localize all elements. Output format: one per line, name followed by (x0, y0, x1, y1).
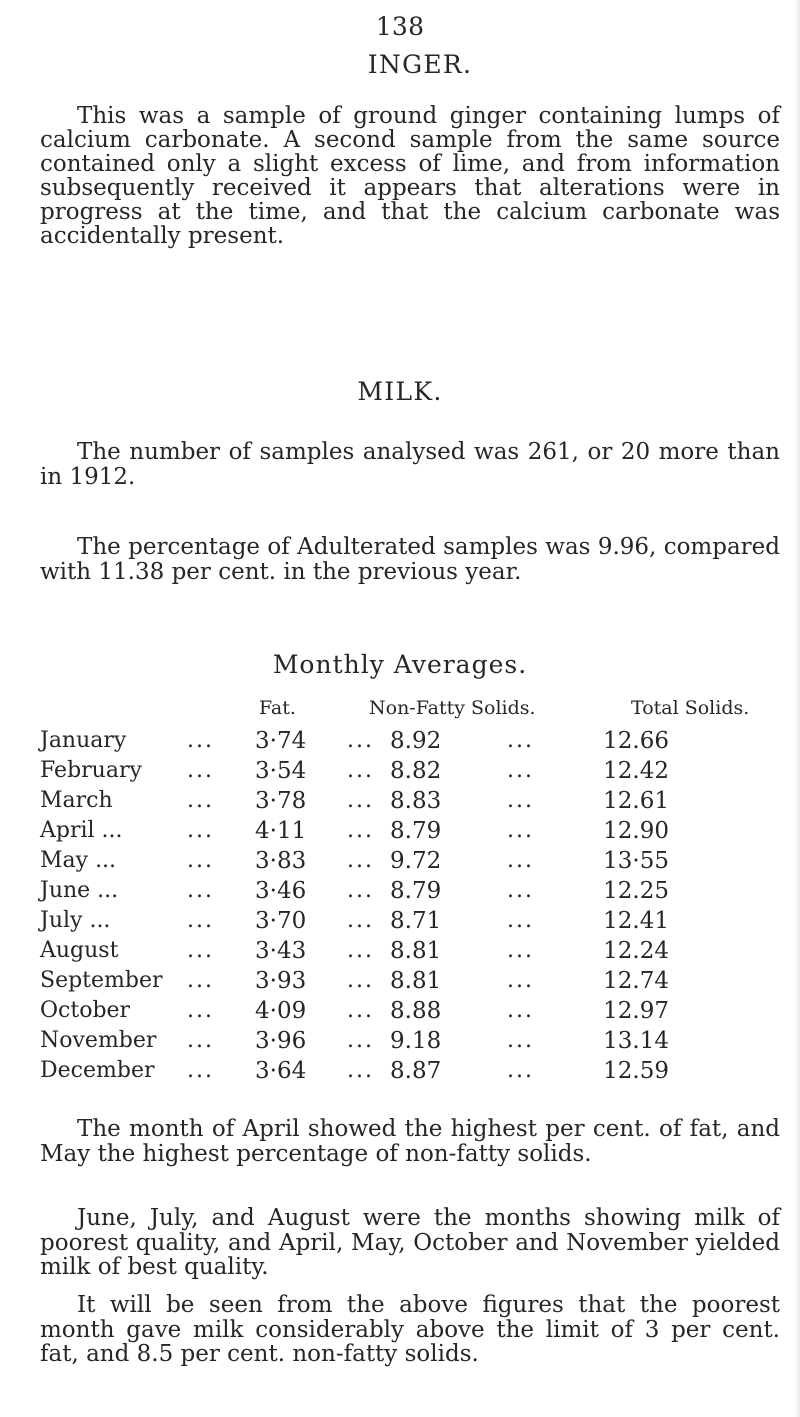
leader-dots: ... (187, 878, 214, 903)
table-row (0, 998, 800, 1028)
column-header-total-solids: Total Solids. (631, 697, 750, 719)
leader-dots: ... (187, 758, 214, 783)
fat-cell: 3·64 (255, 1058, 307, 1084)
fat-cell: 3·93 (255, 968, 307, 994)
total-solids-cell: 12.90 (603, 818, 669, 844)
leader-dots: ... (347, 758, 374, 783)
leader-dots: ... (507, 848, 534, 873)
non-fatty-solids-cell: 8.92 (390, 728, 442, 754)
month-cell: June ... (40, 878, 119, 903)
total-solids-cell: 12.41 (603, 908, 669, 934)
leader-dots: ... (347, 1058, 374, 1083)
leader-dots: ... (507, 1058, 534, 1083)
leader-dots: ... (507, 818, 534, 843)
total-solids-cell: 12.74 (603, 968, 669, 994)
month-cell: September (40, 968, 163, 993)
table-row (0, 728, 800, 758)
section-title-ginger: INGER. (367, 50, 473, 79)
non-fatty-solids-cell: 8.83 (390, 788, 442, 814)
month-cell: March (40, 788, 113, 813)
table-row (0, 848, 800, 878)
non-fatty-solids-cell: 8.81 (390, 938, 442, 964)
ginger-paragraph: This was a sample of ground ginger containing lumps of calcium carbonate. A second sample from the same source contained only a slight excess of lime, and from information subsequently received it appears that alterations were in progress at the time, and that the calcium carbonate was accidentally present. (40, 103, 780, 249)
leader-dots: ... (507, 758, 534, 783)
monthly-averages-title: Monthly Averages. (272, 650, 528, 679)
monthly-averages-table (0, 728, 800, 1088)
column-header-non-fatty-solids: Non-Fatty Solids. (369, 697, 536, 719)
non-fatty-solids-cell: 8.79 (390, 878, 442, 904)
leader-dots: ... (507, 788, 534, 813)
leader-dots: ... (507, 998, 534, 1023)
non-fatty-solids-cell: 8.79 (390, 818, 442, 844)
total-solids-cell: 12.61 (603, 788, 669, 814)
leader-dots: ... (187, 848, 214, 873)
month-cell: January (40, 728, 127, 753)
leader-dots: ... (507, 728, 534, 753)
leader-dots: ... (347, 968, 374, 993)
leader-dots: ... (347, 788, 374, 813)
milk-adulteration-paragraph: The percentage of Adulterated samples was 9.96, compared with 11.38 per cent. in the previous year. (40, 534, 780, 585)
fat-cell: 3·83 (255, 848, 307, 874)
fat-cell: 3·70 (255, 908, 307, 934)
leader-dots: ... (187, 938, 214, 963)
fat-cell: 3·43 (255, 938, 307, 964)
total-solids-cell: 13·55 (603, 848, 669, 874)
column-header-fat: Fat. (259, 697, 296, 719)
leader-dots: ... (507, 1028, 534, 1053)
milk-samples-paragraph: The number of samples analysed was 261, or 20 more than in 1912. (40, 439, 780, 490)
month-cell: November (40, 1028, 157, 1053)
leader-dots: ... (187, 818, 214, 843)
non-fatty-solids-cell: 8.81 (390, 968, 442, 994)
leader-dots: ... (347, 908, 374, 933)
fat-cell: 3·54 (255, 758, 307, 784)
leader-dots: ... (507, 968, 534, 993)
fat-summary-paragraph: The month of April showed the highest per cent. of fat, and May the highest percentage of non-fatty solids. (40, 1116, 780, 1167)
non-fatty-solids-cell: 8.71 (390, 908, 442, 934)
leader-dots: ... (187, 998, 214, 1023)
table-row (0, 788, 800, 818)
table-row (0, 938, 800, 968)
leader-dots: ... (187, 908, 214, 933)
page-number: 138 (375, 12, 425, 41)
leader-dots: ... (187, 788, 214, 813)
month-cell: May ... (40, 848, 117, 873)
limit-summary-paragraph: It will be seen from the above figures that the poorest month gave milk considerably above the limit of 3 per cent. fat, and 8.5 per cent. non-fatty solids. (40, 1292, 780, 1367)
table-row (0, 758, 800, 788)
leader-dots: ... (507, 938, 534, 963)
leader-dots: ... (347, 878, 374, 903)
table-row (0, 968, 800, 998)
leader-dots: ... (347, 938, 374, 963)
leader-dots: ... (187, 728, 214, 753)
fat-cell: 3·46 (255, 878, 307, 904)
total-solids-cell: 13.14 (603, 1028, 669, 1054)
page-edge-shadow (794, 0, 800, 1417)
total-solids-cell: 12.59 (603, 1058, 669, 1084)
leader-dots: ... (347, 1028, 374, 1053)
total-solids-cell: 12.24 (603, 938, 669, 964)
leader-dots: ... (507, 878, 534, 903)
month-cell: October (40, 998, 131, 1023)
leader-dots: ... (507, 908, 534, 933)
non-fatty-solids-cell: 8.82 (390, 758, 442, 784)
total-solids-cell: 12.42 (603, 758, 669, 784)
month-cell: July ... (40, 908, 111, 933)
leader-dots: ... (347, 998, 374, 1023)
month-cell: February (40, 758, 142, 783)
leader-dots: ... (347, 728, 374, 753)
table-row (0, 908, 800, 938)
table-row (0, 818, 800, 848)
month-cell: August (40, 938, 119, 963)
table-row (0, 1028, 800, 1058)
quality-summary-paragraph: June, July, and August were the months showing milk of poorest quality, and April, May, October and November yielded milk of best quality. (40, 1205, 780, 1280)
non-fatty-solids-cell: 8.88 (390, 998, 442, 1024)
table-row (0, 1058, 800, 1088)
leader-dots: ... (347, 818, 374, 843)
leader-dots: ... (187, 968, 214, 993)
total-solids-cell: 12.97 (603, 998, 669, 1024)
non-fatty-solids-cell: 9.72 (390, 848, 442, 874)
non-fatty-solids-cell: 8.87 (390, 1058, 442, 1084)
month-cell: December (40, 1058, 155, 1083)
fat-cell: 3·74 (255, 728, 307, 754)
non-fatty-solids-cell: 9.18 (390, 1028, 442, 1054)
leader-dots: ... (187, 1058, 214, 1083)
total-solids-cell: 12.25 (603, 878, 669, 904)
fat-cell: 4·09 (255, 998, 307, 1024)
month-cell: April ... (40, 818, 123, 843)
total-solids-cell: 12.66 (603, 728, 669, 754)
fat-cell: 4·11 (255, 818, 307, 844)
section-title-milk: MILK. (357, 377, 443, 406)
table-row (0, 878, 800, 908)
leader-dots: ... (187, 1028, 214, 1053)
fat-cell: 3·96 (255, 1028, 307, 1054)
fat-cell: 3·78 (255, 788, 307, 814)
leader-dots: ... (347, 848, 374, 873)
